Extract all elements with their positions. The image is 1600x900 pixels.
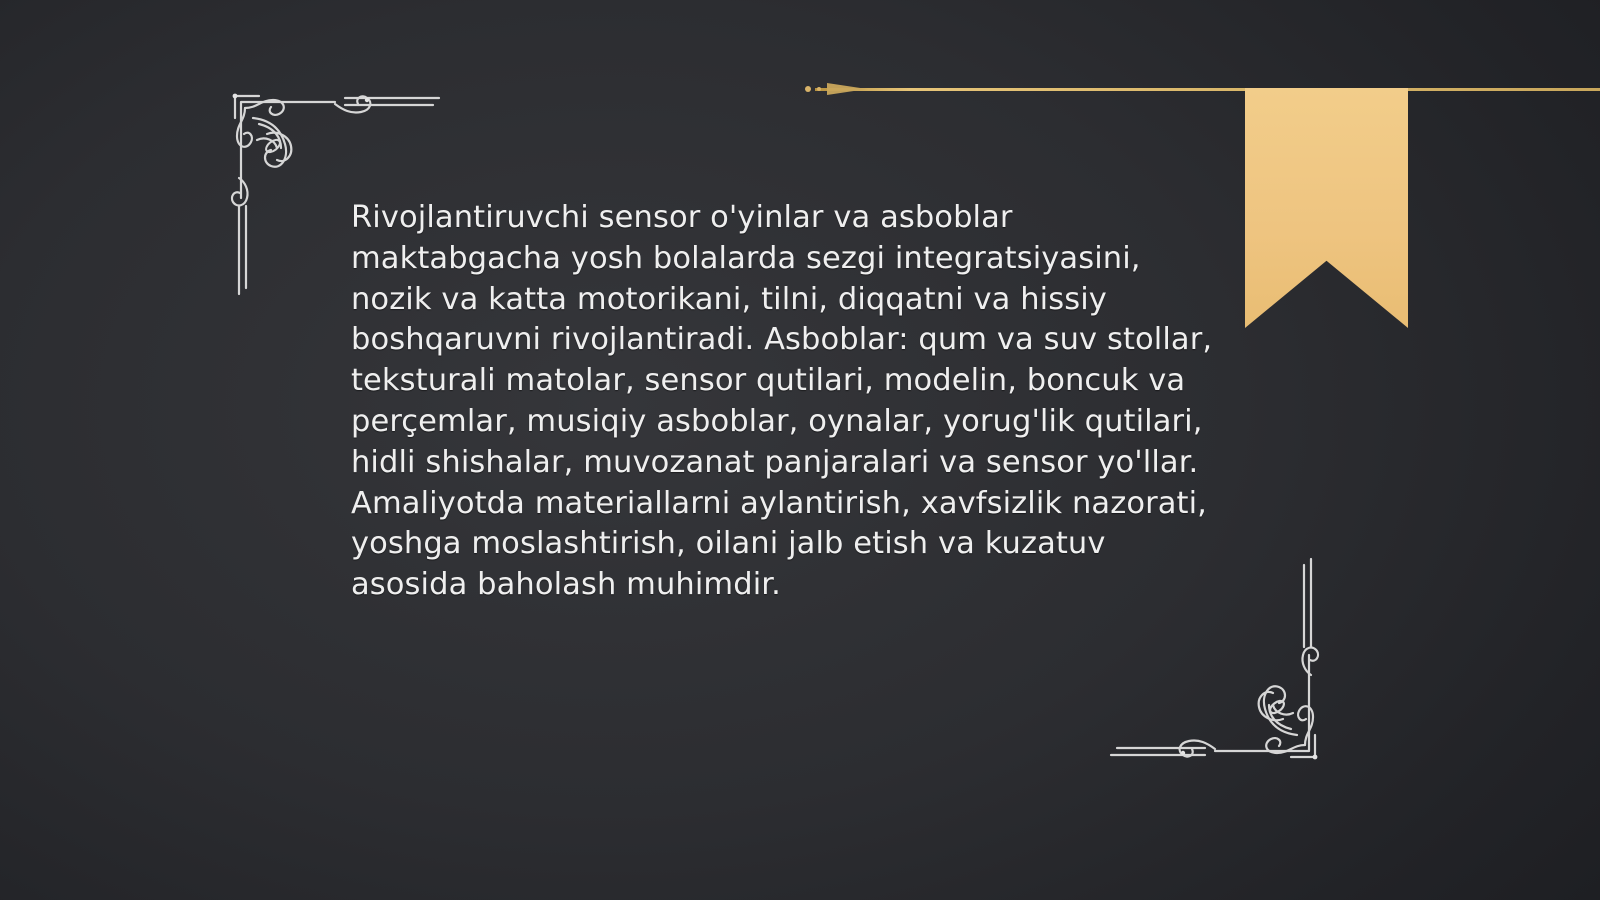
gold-ribbon-bookmark (1245, 88, 1408, 328)
gold-horizontal-rule (815, 88, 1600, 91)
slide-body-text: Rivojlantiruvchi sensor o'yinlar va asboblar maktabgacha yosh bolalarda sezgi integratsiyasini, nozik va katta motorikani, tilni, diqqatni va hissiy boshqaruvni rivojlantiradi. Asboblar: qum va suv stollar, teksturali matolar, sensor qutilari, modelin, boncuk va perçemlar, musiqiy asboblar, oynalar, yorug'lik qutilari, hidli shishalar, muvozanat panjaralari va sensor yo'llar. Amaliyotda materiallarni aylantirish, xavfsizlik nazorati, yoshga moslashtirish, oilani jalb etish va kuzatuv asosida baholash muhimdir. (351, 200, 1222, 603)
gold-rule-arrow-icon (805, 80, 895, 98)
